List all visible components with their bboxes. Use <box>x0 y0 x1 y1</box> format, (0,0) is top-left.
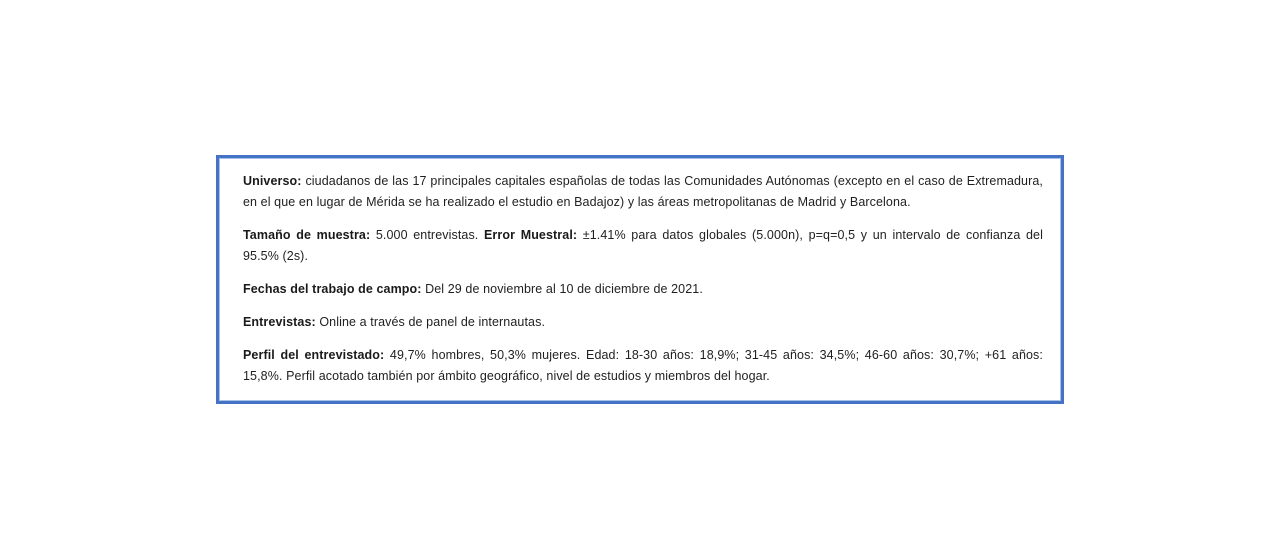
field-label: Universo: <box>243 174 302 188</box>
field-label: Tamaño de muestra: <box>243 228 371 242</box>
field-label: Error Muestral: <box>484 228 578 242</box>
fechas-paragraph <box>243 279 1043 300</box>
muestra-paragraph <box>243 225 1043 267</box>
perfil-paragraph <box>243 345 1043 387</box>
field-value: Online a través de panel de internautas. <box>315 315 546 329</box>
field-value: 5.000 entrevistas. <box>370 228 484 242</box>
field-label: Perfil del entrevistado: <box>243 348 385 362</box>
field-label: Fechas del trabajo de campo: <box>243 282 422 296</box>
field-value: ciudadanos de las 17 principales capitales españolas de todas las Comunidades Autónomas (excepto en el caso de Extremadura, en el que en lugar de Mérida se ha realizado el estudio en Badajoz) y las áreas metropolitanas de Madrid y Barcelona. <box>243 174 1043 209</box>
field-value: ±1.41% para datos globales (5.000n), p=q=0,5 y un intervalo de confianza del 95.5% (2s). <box>243 228 1043 263</box>
methodology-infobox <box>216 155 1064 404</box>
field-value: 49,7% hombres, 50,3% mujeres. Edad: 18-30 años: 18,9%; 31-45 años: 34,5%; 46-60 años: 30,7%; +61 años: 15,8%. Perfil acotado también por ámbito geográfico, nivel de estudios y miembros del hogar. <box>243 348 1043 383</box>
entrevistas-paragraph <box>243 312 1043 333</box>
field-value: Del 29 de noviembre al 10 de diciembre de 2021. <box>421 282 703 296</box>
universo-paragraph <box>243 171 1043 213</box>
field-label: Entrevistas: <box>243 315 316 329</box>
